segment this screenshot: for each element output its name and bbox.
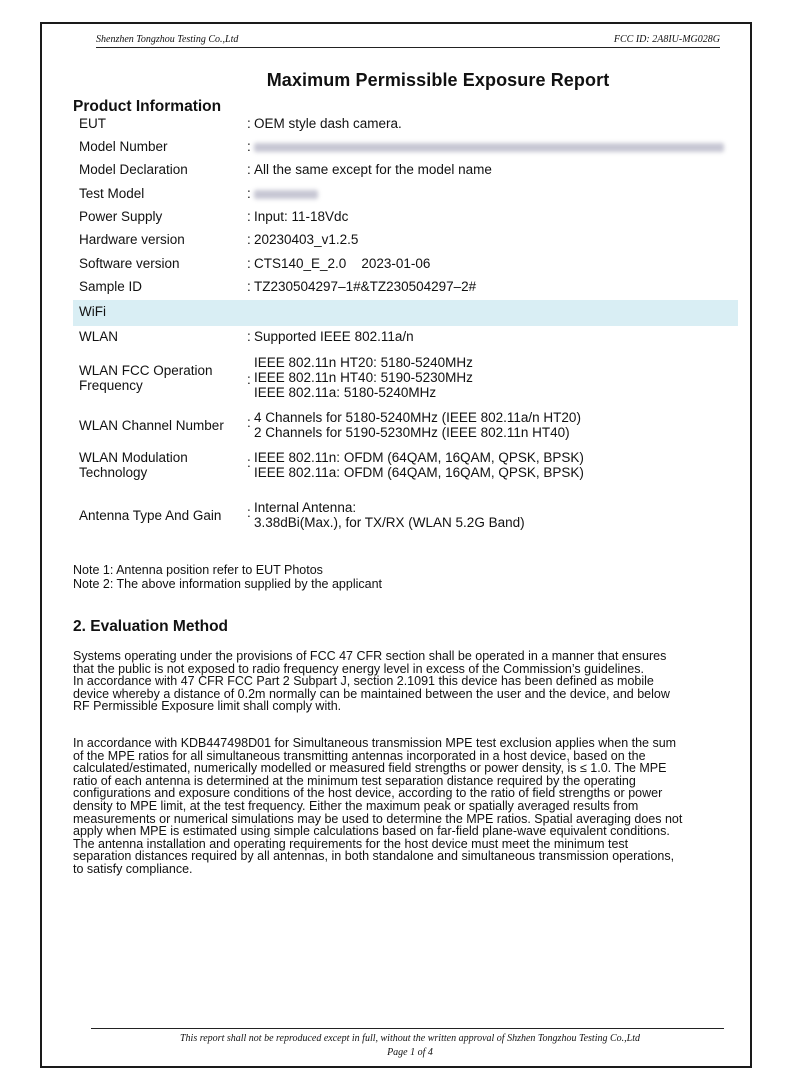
- text-line: ratio of each antenna is determined at the minimum test separation distance required by the operating: [73, 773, 636, 788]
- text-line: separation distances required by all antennas, in both standalone and simultaneous transmission operations,: [73, 849, 675, 864]
- label-line: Frequency: [79, 378, 143, 393]
- text-line: In accordance with KDB447498D01 for Simultaneous transmission MPE test exclusion applies when the sum: [73, 736, 677, 750]
- colon: :: [247, 232, 251, 247]
- text-line: to satisfy compliance.: [73, 861, 193, 876]
- row-value: [254, 450, 584, 480]
- value-line: 4 Channels for 5180-5240MHz (IEEE 802.11a/n HT20): [254, 410, 581, 425]
- colon: :: [247, 186, 251, 201]
- value-line: 2 Channels for 5190-5230MHz (IEEE 802.11n HT40): [254, 425, 570, 440]
- row-value: Input: 11-18Vdc: [254, 209, 349, 224]
- row-wlan-modulation: [73, 450, 738, 482]
- header-company: Shenzhen Tongzhou Testing Co.,Ltd: [96, 34, 239, 45]
- text-line: device whereby a distance of 0.2m normally can be maintained between the user and the device, and below: [73, 686, 670, 701]
- row-value: TZ230504297–1#&TZ230504297–2#: [254, 279, 477, 294]
- product-info-heading: Product Information: [73, 98, 222, 115]
- row-label: WLAN: [79, 329, 119, 344]
- wifi-section-label: WiFi: [79, 304, 106, 319]
- value-line: IEEE 802.11n HT40: 5190-5230MHz: [254, 370, 473, 385]
- row-label: Antenna Type And Gain: [79, 508, 222, 523]
- row-label: Model Number: [79, 139, 168, 154]
- row-label: Software version: [79, 256, 180, 271]
- row-value: OEM style dash camera.: [254, 116, 402, 131]
- colon: :: [247, 116, 251, 131]
- value-line: IEEE 802.11n HT20: 5180-5240MHz: [254, 355, 473, 370]
- row-antenna-type-gain: [73, 500, 738, 532]
- value-line: Internal Antenna:: [254, 500, 357, 515]
- text-line: that the public is not exposed to radio frequency energy level in excess of the Commission’s guidelines.: [73, 661, 644, 676]
- text-line: configurations and exposure conditions of the host device, according to the ratio of field strengths or power: [73, 786, 663, 801]
- text-line: In accordance with 47 CFR FCC Part 2 Subpart J, section 2.1091 this device has been defined as mobile: [73, 674, 654, 689]
- colon: :: [247, 209, 251, 224]
- value-line: IEEE 802.11a: 5180-5240MHz: [254, 385, 437, 400]
- row-label: EUT: [79, 116, 106, 131]
- wifi-section-band: [73, 300, 738, 326]
- value-line: IEEE 802.11a: OFDM (64QAM, 16QAM, QPSK, BPSK): [254, 465, 584, 480]
- row-label: [79, 363, 213, 393]
- row-value: 20230403_v1.2.5: [254, 232, 359, 247]
- text-line: calculated/estimated, numerically modelled or measured field strengths or power density, is ≤ 1.0. The MPE: [73, 761, 667, 776]
- row-label: Power Supply: [79, 209, 163, 224]
- row-wlan-frequency: [73, 355, 738, 403]
- page-header: [96, 33, 720, 48]
- text-line: of the MPE ratios for all simultaneous transmitting antennas incorporated in a host device, based on the: [73, 748, 646, 763]
- colon: :: [247, 256, 251, 271]
- row-label: [79, 450, 188, 480]
- colon: :: [247, 329, 251, 344]
- text-line: RF Permissible Exposure limit shall comply with.: [73, 699, 342, 714]
- row-label: Hardware version: [79, 232, 185, 247]
- row-value: [254, 410, 581, 440]
- note-1: Note 1: Antenna position refer to EUT Photos: [73, 563, 323, 577]
- row-label: Sample ID: [79, 279, 143, 294]
- row-value: [254, 355, 473, 400]
- text-line: The antenna installation and operating requirements for the host device must meet the minimum test: [73, 836, 629, 851]
- row-wlan-channel-number: [73, 410, 738, 442]
- note-2: Note 2: The above information supplied by the applicant: [73, 577, 382, 591]
- label-line: WLAN FCC Operation: [79, 363, 213, 378]
- evaluation-heading: 2. Evaluation Method: [73, 618, 229, 635]
- colon: :: [247, 139, 251, 154]
- label-line: WLAN Modulation: [79, 450, 188, 465]
- footer-disclaimer: This report shall not be reproduced except in full, without the written approval of Shzhen Tongzhou Testing Co.,Ltd: [179, 1033, 640, 1044]
- value-line: IEEE 802.11n: OFDM (64QAM, 16QAM, QPSK, BPSK): [254, 450, 584, 465]
- text-line: Systems operating under the provisions of FCC 47 CFR section shall be operated in a manner that ensures: [73, 649, 667, 663]
- report-title: Maximum Permissible Exposure Report: [266, 70, 610, 90]
- footer-page-number: Page 1 of 4: [387, 1047, 433, 1058]
- row-label: Model Declaration: [79, 162, 188, 177]
- row-value: All the same except for the model name: [254, 162, 492, 177]
- footer-divider: [91, 1028, 724, 1029]
- redacted-value: [254, 139, 724, 154]
- row-label: Test Model: [79, 186, 145, 201]
- colon: :: [247, 162, 251, 177]
- colon: :: [247, 415, 251, 430]
- page-border: [40, 22, 752, 1068]
- colon: :: [247, 372, 251, 387]
- text-line: measurements or numerical simulations may be used to determine the MPE ratios. Spatial averaging does not: [73, 811, 683, 826]
- text-line: apply when MPE is estimated using simple calculations based on far-field plane-wave equivalent conditions.: [73, 824, 670, 839]
- row-value: CTS140_E_2.0 2023-01-06: [254, 256, 431, 271]
- redacted-value: [254, 186, 318, 201]
- evaluation-paragraph-1: [73, 650, 749, 713]
- row-value: [254, 500, 525, 530]
- value-line: 3.38dBi(Max.), for TX/RX (WLAN 5.2G Band): [254, 515, 525, 530]
- header-fcc-id: FCC ID: 2A8IU-MG028G: [613, 34, 720, 45]
- row-label: WLAN Channel Number: [79, 418, 224, 433]
- row-value: Supported IEEE 802.11a/n: [254, 329, 414, 344]
- colon: :: [247, 505, 251, 520]
- label-line: Technology: [79, 465, 148, 480]
- evaluation-paragraph-2: [73, 737, 749, 876]
- text-line: density to MPE limit, at the test frequency. Either the maximum peak or spatially averaged results from: [73, 798, 639, 813]
- colon: :: [247, 455, 251, 470]
- colon: :: [247, 279, 251, 294]
